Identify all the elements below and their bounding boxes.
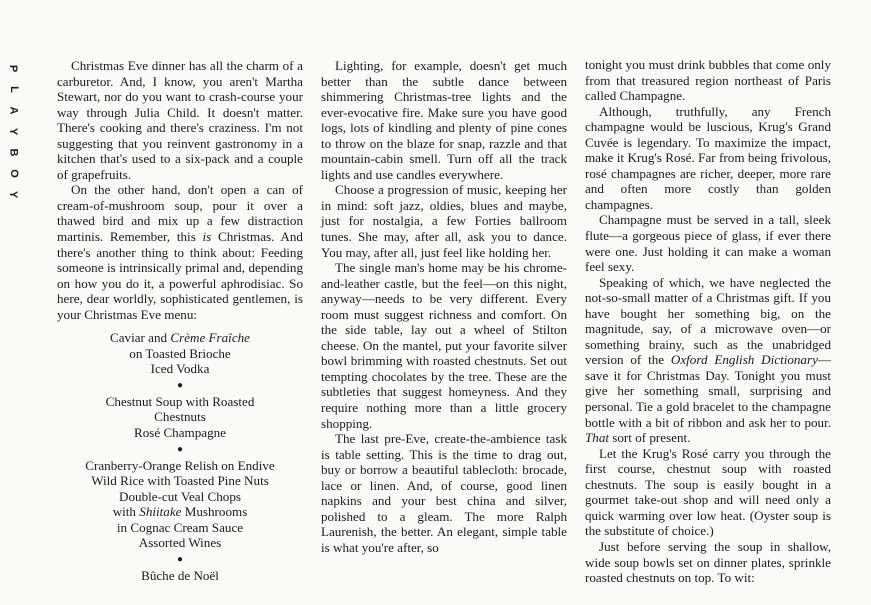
- folio-letter: Y: [7, 190, 20, 199]
- article-column-2: [321, 58, 567, 556]
- bullet-divider: ●: [176, 379, 184, 391]
- menu-line: Chestnuts: [154, 409, 206, 425]
- paragraph: Speaking of which, we have neglected the not-so-small matter of a Christmas gift. If you have bought her something big, on the magnitude, say, of a microwave oven—or something brainy, such as the unabridged version of the Oxford English Dictionary—save it for Christmas Day. Tonight you must give her something small, surprising and personal. Tie a gold bracelet to the champagne bottle with a bit of ribbon and ask her to pour. That sort of present.: [585, 274, 831, 446]
- menu-line: Chestnut Soup with Roasted: [105, 393, 255, 409]
- magazine-folio: [2, 58, 24, 205]
- folio-letter: L: [7, 86, 20, 93]
- folio-letter: P: [7, 64, 20, 73]
- menu-line: Iced Vodka: [150, 361, 210, 377]
- paragraph: Choose a progression of music, keeping her in mind: soft jazz, oldies, blues and maybe, just for nostalgia, a few Forties ballroom tunes. She may, after all, ask you to dance. You may, after all, just feel like holding her.: [321, 182, 567, 260]
- menu-line: Assorted Wines: [138, 535, 222, 551]
- menu-line: in Cognac Cream Sauce: [116, 519, 244, 535]
- article-column-1: [57, 58, 303, 583]
- paragraph: Lighting, for example, doesn't get much better than the subtle dance between shimmering Christmas-tree lights and the ever-evocative fire. Make sure you have good logs, lots of kindling and plenty of pine cones to throw on the blaze for snap, razzle and that mountain-cabin smell. Turn off all the track lights and use candles everywhere.: [321, 58, 567, 182]
- paragraph: The last pre-Eve, create-the-ambience task is table setting. This is the time to drag out, buy or borrow a beautiful tablecloth: brocade, lace or linen. And, of course, good linen napkins and your best china and silver, polished to a gleam. The more Ralph Laurenish, the better. An elegant, simple table is what you're after, so: [321, 431, 567, 555]
- paragraph: Although, truthfully, any French champagne would be luscious, Krug's Grand Cuvée is legendary. To maximize the impact, make it Krug's Rosé. Far from being frivolous, rosé champagnes are richer, deeper, more rare and often more costly than golden champagnes.: [585, 103, 831, 212]
- folio-letter: B: [7, 148, 20, 157]
- paragraph: The single man's home may be his chrome-and-leather castle, but the feel—on this night, anyway—needs to be very different. Every room must suggest richness and comfort. On the side table, lay out a wheel of Stilton cheese. On the mantel, put your favorite silver bowl brimming with roasted chestnuts. Set out tempting chocolates by the tree. These are the subtleties that suggest homeyness. And they require nothing more than a little grocery shopping.: [321, 260, 567, 431]
- menu-line: Wild Rice with Toasted Pine Nuts: [91, 473, 269, 489]
- menu-course: [57, 458, 303, 551]
- paragraph: Let the Krug's Rosé carry you through the first course, chestnut soup with roasted chestnuts. The soup is easily bought in a gourmet take-out shop and will need only a quick warming over low heat. (Oyster soup is the substitute of choice.): [585, 445, 831, 539]
- menu-line: Cranberry-Orange Relish on Endive: [85, 457, 275, 473]
- menu-line: with Shiitake Mushrooms: [112, 504, 248, 520]
- paragraph: Just before serving the soup in shallow, wide soup bowls set on dinner plates, sprinkle roasted chestnuts on top. To wit:: [585, 538, 831, 586]
- folio-letter: A: [7, 106, 20, 115]
- paragraph: Champagne must be served in a tall, sleek flute—a gorgeous piece of glass, if ever there were one. Just holding it can make a woman feel sexy.: [585, 212, 831, 275]
- bullet-divider: ●: [176, 443, 184, 455]
- menu-course: [57, 394, 303, 441]
- paragraph: Christmas Eve dinner has all the charm of a carburetor. And, I know, you aren't Martha Stewart, nor do you want to crash-course your way through Julia Child. It doesn't matter. There's cooking and there's craziness. I'm not suggesting that you reinvent gastronomy in a kitchen that's used to a six-pack and a couple of grapefruits.: [57, 58, 303, 182]
- menu-line: Bûche de Noël: [141, 567, 219, 583]
- paragraph: On the other hand, don't open a can of cream-of-mushroom soup, pour it over a thawed bird and mix up a few distraction martinis. Remember, this is Christmas. And there's another thing to think about: Feeding someone is intrinsically primal and, depending on how you do it, a powerful aphrodisiac. So here, dear worldly, sophisticated gentlemen, is your Christmas Eve menu:: [57, 182, 303, 322]
- menu-line: Caviar and Crème Fraîche: [110, 330, 250, 346]
- menu-line: Rosé Champagne: [133, 425, 226, 441]
- bullet-divider: ●: [176, 553, 184, 565]
- menu-line: Double-cut Veal Chops: [119, 488, 241, 504]
- menu-course: [57, 568, 303, 584]
- folio-letter: Y: [7, 127, 20, 136]
- article-column-3: [585, 57, 831, 586]
- paragraph: tonight you must drink bubbles that come only from that treasured region northeast of Paris called Champagne.: [585, 57, 831, 104]
- menu-line: on Toasted Brioche: [129, 345, 231, 361]
- christmas-eve-menu: [57, 330, 303, 583]
- menu-course: [57, 330, 303, 377]
- folio-letter: O: [7, 169, 20, 178]
